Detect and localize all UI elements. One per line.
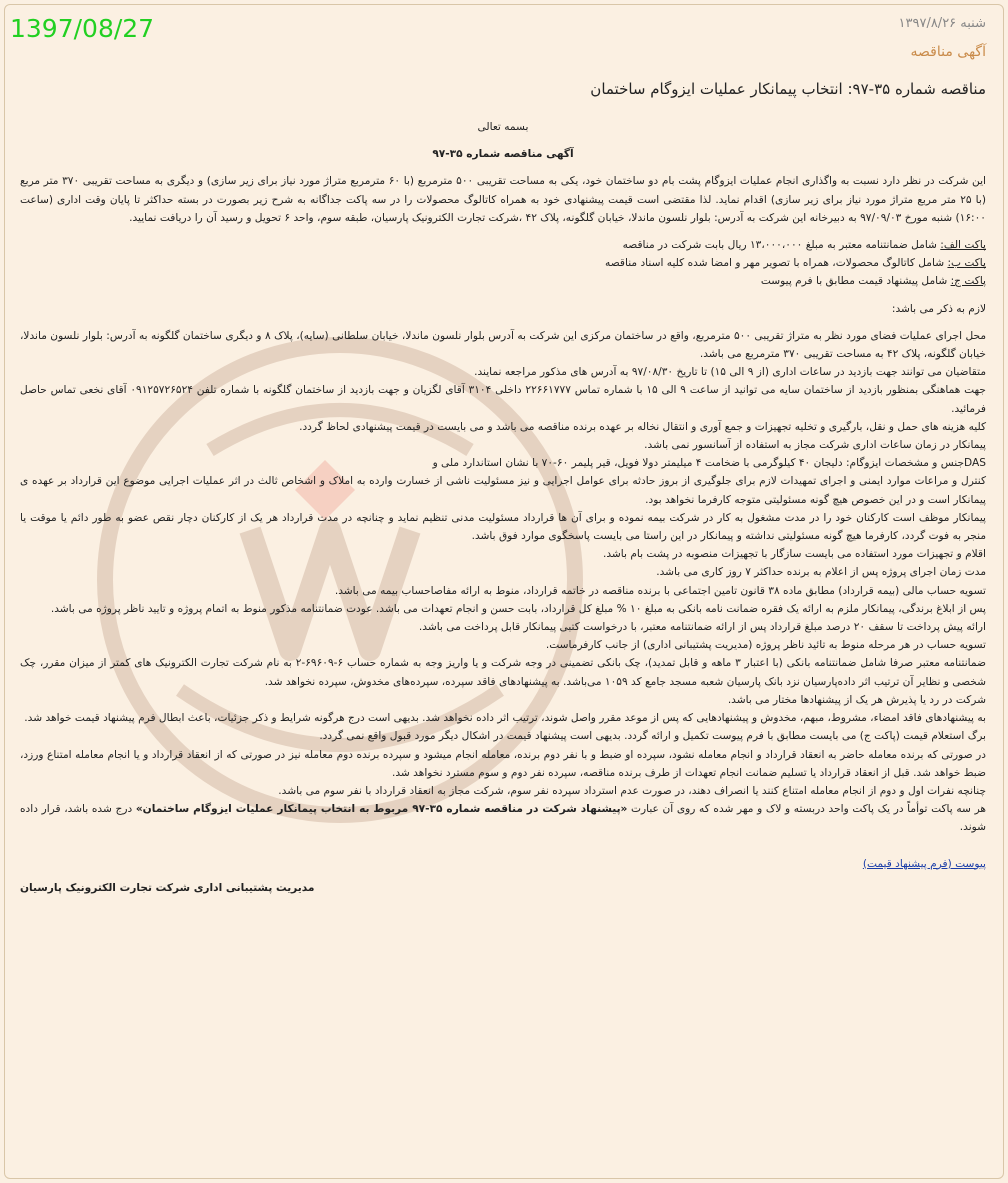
notice-body	[20, 118, 986, 897]
note-item: پیمانکار در زمان ساعات اداری شرکت مجاز به استفاده از آسانسور نمی باشد.	[644, 439, 986, 452]
packet-text: شامل ضمانتنامه معتبر به مبلغ ۱۳،۰۰۰،۰۰۰ ریال بابت شرکت در مناقصه	[622, 239, 941, 252]
notes-heading: لازم به ذکر می باشد:	[891, 302, 986, 315]
note-item: ضمانتنامه معتبر صرفا شامل ضمانتنامه بانکی (با اعتبار ۳ ماهه و قابل تمدید)، چک بانکی تضمینی در وجه شرکت و یا واریز وجه به شماره حساب ۶-۶۹۶۰۹-۲ به نام شرکت تجارت الکترونیک های کمتر از میزان مقرر، چک شخصی و نظایر آن ترتیب اثر داده‌پارسیان نزد بانک پارسیان شعبه مسجد جامع کد ۱۰۵۹ می‌باشد. به پیشنهادهای فاقد سپرده، سپرده‌های مخدوش، سپرده نخواهد شد.	[20, 657, 986, 688]
packet-item	[20, 272, 986, 290]
note-item: جهت هماهنگی بمنظور بازدید از ساختمان سایه می توانید از ساعت ۹ الی ۱۵ با شماره تماس ۲۲۶۶۱۷۷۷ داخلی ۳۱۰۴ آقای لگزیان و جهت بازدید از ساختمان گلگونه با شماره تلفن ۰۹۱۲۵۷۲۶۵۲۴ آقای نخعی تماس حاصل فرمائید.	[20, 384, 986, 415]
page-title: مناقصه شماره ۳۵-۹۷: انتخاب پیمانکار عملیات ایزوگام ساختمان	[590, 80, 986, 98]
packet-text: شامل پیشنهاد قیمت مطابق با فرم پیوست	[760, 275, 951, 288]
packet-label: پاکت ج:	[950, 275, 986, 288]
intro-paragraph: این شرکت در نظر دارد نسبت به واگذاری انجام عملیات ایزوگام پشت بام دو ساختمان خود، یکی به مساحت تقریبی ۵۰۰ مترمربع (با ۶۰ مترمربع متراژ مورد نیاز برای زیر سازی) و دیگری به مساحت تقریبی ۳۷۰ متر مربع (با ۲۵ متر مربع متراژ مورد نیاز برای زیر سازی) اقدام نماید. لذا مقتضی است قیمت پیشنهادی خود به همراه کاتالوگ محصولات را در سه پاکت جداگانه به شرح زیر بصورت در بسته حداکثر تا پایان وقت اداری (ساعت ۱۶:۰۰) شنبه مورخ ۹۷/۰۹/۰۳ به دبیرخانه این شرکت به آدرس: بلوار نلسون ماندلا، خیابان گلگونه، پلاک ۴۲ ،شرکت تجارت الکترونیک پارسیان، طبقه سوم، واحد ۶ تحویل و رسید آن را دریافت نمایید.	[20, 175, 986, 224]
note-item: متقاضیان می توانند جهت بازدید در ساعات اداری (از ۹ الی ۱۵) تا تاریخ ۹۷/۰۸/۳۰ به آدرس های مذکور مراجعه نمایند.	[474, 366, 986, 379]
note-item: کلیه هزینه های حمل و نقل، بارگیری و تخلیه تجهیزات و جمع آوری و انتقال نخاله بر عهده برنده مناقصه می باشد و می بایست در قیمت پیشنهادی لحاظ گردد.	[299, 420, 986, 433]
note-item: اقلام و تجهیزات مورد استفاده می بایست سازگار با تجهیزات منصوبه در پشت بام باشد.	[602, 548, 986, 561]
stamp-date: 1397/08/27	[10, 14, 155, 43]
note-item: پس از ابلاغ برندگی، پیمانکار ملزم به ارائه یک فقره ضمانت نامه بانکی به مبلغ ۱۰ % مبلغ کل قرارداد، بابت حسن و انجام تعهدات می باشد. عودت ضمانتنامه مذکور منوط به اتمام پروژه و تایید ناظر پروژه می باشد.	[50, 602, 986, 615]
attachment-link[interactable]: پیوست (فرم پیشنهاد قیمت)	[862, 857, 986, 870]
bismillah: بسمه تعالی	[477, 121, 529, 133]
note-item: تسویه حساب در هر مرحله منوط به تائید ناظر پروژه (مدیریت پشتیبانی اداری) از جانب کارفرماست.	[545, 639, 986, 652]
final-note: هر سه پاکت توأماً در یک پاکت واحد دربسته و لاک و مهر شده که روی آن عبارت «پیشنهاد شرکت در مناقصه شماره ۳۵-۹۷ مربوط به انتخاب پیمانکار عملیات ایزوگام ساختمان» درج شده باشد، قرار داده شوند.	[20, 803, 986, 834]
packet-label: پاکت الف:	[940, 239, 986, 252]
packet-item	[20, 254, 986, 272]
note-item: تسویه حساب مالی (بیمه قرارداد) مطابق ماده ۳۸ قانون تامین اجتماعی با برنده مناقصه در خاتمه قرارداد، منوط به ارائه مفاصاحساب بیمه می باشد.	[334, 584, 986, 597]
signature: مدیریت پشتیبانی اداری شرکت تجارت الکترونیک پارسیان	[20, 881, 315, 894]
note-item: برگ استعلام قیمت (پاکت ج) می بایست مطابق با فرم پیوست تکمیل و ارائه گردد. بدیهی است پیشنهاد قیمت در اشکال دیگر مورد قبول واقع نمی گردد.	[319, 730, 986, 743]
packet-text: شامل کاتالوگ محصولات، همراه با تصویر مهر و امضا شده کلیه اسناد مناقصه	[605, 257, 948, 270]
note-item: به پیشنهادهای فاقد امضاء، مشروط، مبهم، مخدوش و پیشنهادهایی که پس از موعد مقرر واصل شوند، ترتیب اثر داده نخواهد شد. بدیهی است درج هرگونه شرایط و ذکر جزئیات، باعث ابطال فرم پیشنهاد قیمت خواهد شد.	[24, 712, 986, 725]
note-item: ارائه پیش پرداخت تا سقف ۲۰ درصد مبلغ قرارداد پس از ارائه ضمانتنامه معتبر، با درخواست کتبی پیمانکار قابل پرداخت می باشد.	[418, 621, 986, 634]
note-item: DASجنس و مشخصات ایزوگام: دلیجان ۴۰ کیلوگرمی با ضخامت ۴ میلیمتر دولا فویل، قیر پلیمر ۶۰-۷۰ با نشان استاندارد ملی و	[432, 457, 986, 470]
note-item: شرکت در رد یا پذیرش هر یک از پیشنهادها مختار می باشد.	[727, 693, 986, 706]
note-item: چنانچه نفرات اول و دوم از انجام معامله امتناع کنند یا انصراف دهند، در صورت عدم استرداد سپرده نفر سوم، شرکت مجاز به انعقاد قرارداد با نفر سوم می باشد.	[278, 784, 986, 797]
note-item: پیمانکار موظف است کارکنان خود را در مدت مشغول به کار در شرکت بیمه نموده و برای آن ها قرارداد مسئولیت مدنی تنظیم نماید و چنانچه در مدت قرارداد هر یک از کارکنان دچار نقص عضو به طور دائم یا موقت یا منجر به فوت گردد، کارفرما هیچ گونه مسئولیتی نداشته و پیمانکار در این راستا می بایست پاسخگوی موارد فوق باشد.	[20, 511, 986, 543]
note-item: محل اجرای عملیات فضای مورد نظر به متراژ تقریبی ۵۰۰ مترمربع، واقع در ساختمان مرکزی این شرکت به آدرس بلوار نلسون ماندلا، خیابان سلطانی (سایه)، پلاک ۸ و دیگری ساختمان گلگونه به آدرس: بلوار نلسون ماندلا، خیابان گلگونه، پلاک ۴۲ به مساحت تقریبی ۳۷۰ مترمربع می باشد.	[20, 329, 987, 361]
packet-item	[20, 236, 986, 254]
notice-heading: آگهی مناقصه شماره ۳۵-۹۷	[432, 148, 574, 161]
packet-label: پاکت ب:	[947, 257, 986, 270]
note-item: در صورتی که برنده معامله حاضر به انعقاد قرارداد و انجام معامله نشود، سپرده او ضبط و با نفر دوم برنده، معامله انجام میشود و سپرده برنده دوم معامله نیز در صورتی که از انعقاد قرارداد و یا انجام معامله امتناع ورزد، ضبط خواهد شد. قبل از انعقاد قرارداد یا تسلیم ضمانت انجام تعهدات از طرف برنده مناقصه، سپرده نفر دوم و سوم مسترد نخواهد شد.	[20, 748, 986, 779]
publish-date: شنبه ۱۳۹۷/۸/۲۶	[898, 16, 986, 31]
final-note-phrase: «پیشنهاد شرکت در مناقصه شماره ۳۵-۹۷ مربوط به انتخاب پیمانکار عملیات ایزوگام ساختمان»	[135, 803, 628, 816]
note-item: کنترل و مراعات موارد ایمنی و اجرای تمهیدات لازم برای جلوگیری از بروز حادثه برای عوامل اجرایی و نیز مسئولیت ناشی از خسارت وارده به املاک و اشخاص ثالث در اثر عملیات اجرایی موضوع این قرارداد بر عهده ی پیمانکار است و در این خصوص هیچ گونه مسئولیتی متوجه کارفرما نخواهد بود.	[20, 475, 986, 506]
note-item: مدت زمان اجرای پروژه پس از اعلام به برنده حداکثر ۷ روز کاری می باشد.	[656, 566, 986, 579]
notice-type: آگهی مناقصه	[910, 44, 986, 60]
